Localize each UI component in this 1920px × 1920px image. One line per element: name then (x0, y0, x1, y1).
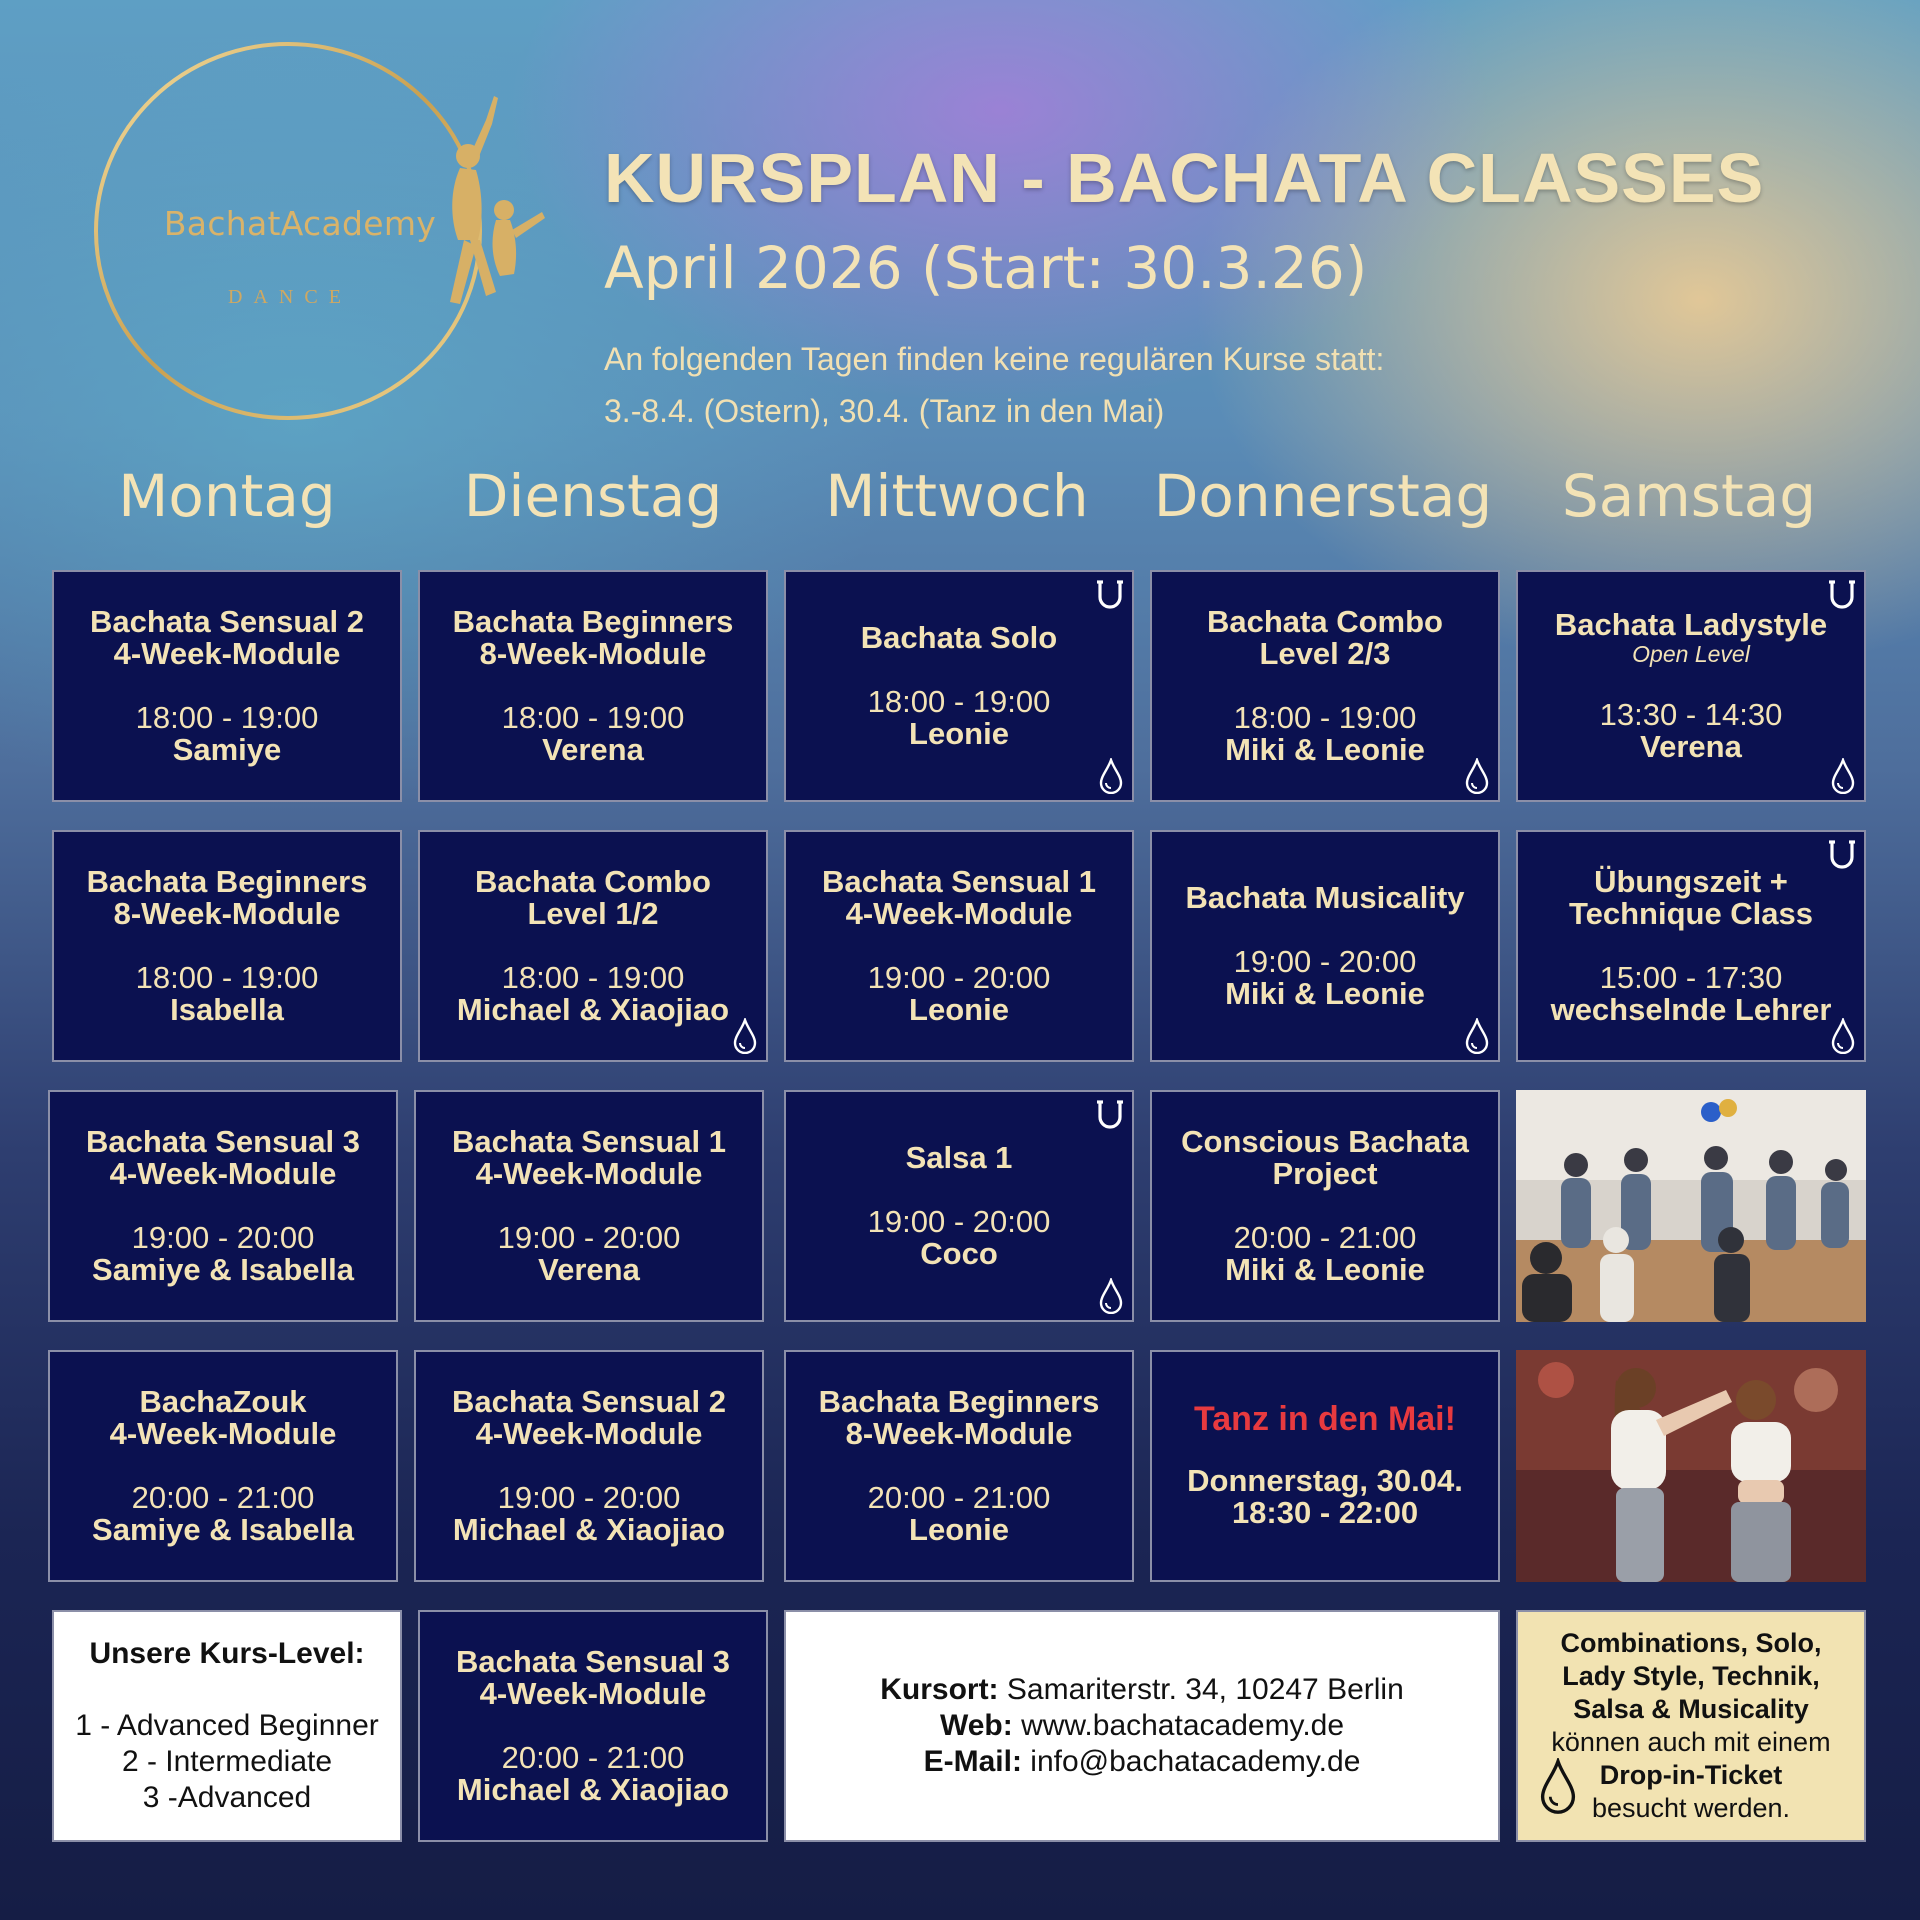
class-time: 20:00 - 21:00 (131, 1480, 315, 1515)
class-time: 19:00 - 20:00 (131, 1220, 315, 1255)
class-card (1516, 830, 1866, 1062)
class-title: Bachata Beginners (818, 1384, 1100, 1419)
class-title: Übungszeit + (1594, 864, 1788, 899)
class-module: Level 1/2 (527, 896, 659, 931)
holiday-note-line2: 3.-8.4. (Ostern), 30.4. (Tanz in den Mai) (604, 393, 1165, 429)
mail-label: E-Mail: (923, 1745, 1022, 1778)
class-title: Bachata Beginners (86, 864, 368, 899)
dropin-line: Salsa & Musicality (1573, 1694, 1809, 1724)
class-title: Bachata Beginners (452, 604, 734, 639)
event-title: Tanz in den Mai! (1194, 1400, 1456, 1438)
drop-icon (1538, 1758, 1578, 1814)
class-teacher: Samiye & Isabella (92, 1512, 354, 1547)
holiday-note-line1: An folgenden Tagen finden keine regulären Kurse statt: (604, 341, 1385, 377)
class-module: Technique Class (1568, 896, 1814, 931)
class-time: 18:00 - 19:00 (501, 700, 685, 735)
class-title: Bachata Ladystyle (1554, 607, 1828, 642)
class-teacher: Michael & Xiaojiao (456, 1772, 730, 1807)
class-title: Bachata Sensual 1 (822, 864, 1096, 899)
class-time: 18:00 - 19:00 (501, 960, 685, 995)
class-card (48, 1090, 398, 1322)
dropin-line: können auch mit einem (1551, 1727, 1831, 1757)
class-time: 19:00 - 20:00 (1233, 944, 1417, 979)
class-card (784, 830, 1134, 1062)
page-subtitle: April 2026 (Start: 30.3.26) (604, 234, 1368, 302)
class-card (1150, 1090, 1500, 1322)
event-card (1150, 1350, 1500, 1582)
class-card (784, 1350, 1134, 1582)
dance-class-photo (1516, 1090, 1866, 1322)
class-teacher: Samiye (172, 732, 282, 767)
class-teacher: Verena (542, 732, 644, 767)
place-value: Samariterstr. 34, 10247 Berlin (1006, 1673, 1404, 1706)
class-teacher: wechselnde Lehrer (1550, 992, 1832, 1027)
dropin-line: besucht werden. (1591, 1793, 1791, 1823)
day-header-wednesday: Mittwoch (825, 462, 1089, 530)
logo-sub: DANCE (228, 286, 352, 308)
day-header-thursday: Donnerstag (1153, 462, 1493, 530)
class-module: 4-Week-Module (479, 1676, 707, 1711)
class-level: Open Level (1632, 641, 1750, 667)
class-card (1150, 570, 1500, 802)
web-link[interactable]: www.bachatacademy.de (1021, 1709, 1345, 1742)
class-title: Bachata Combo (475, 864, 711, 899)
dropin-line: Combinations, Solo, (1560, 1628, 1822, 1658)
class-time: 20:00 - 21:00 (501, 1740, 685, 1775)
event-time: 18:30 - 22:00 (1231, 1495, 1419, 1530)
level-item: 3 -Advanced (142, 1781, 312, 1814)
u-magnet-icon (1096, 578, 1124, 612)
class-title: Bachata Sensual 2 (452, 1384, 726, 1419)
class-time: 18:00 - 19:00 (1233, 700, 1417, 735)
logo-name: BachatAcademy (163, 204, 437, 243)
contact-card (784, 1610, 1500, 1842)
class-title: Bachata Sensual 3 (86, 1124, 360, 1159)
class-time: 19:00 - 20:00 (867, 960, 1051, 995)
dancer-couple-icon (420, 90, 550, 310)
class-title: Bachata Solo (860, 620, 1058, 655)
class-time: 15:00 - 17:30 (1599, 960, 1783, 995)
drop-icon (1830, 1018, 1856, 1054)
class-teacher: Miki & Leonie (1225, 1252, 1425, 1287)
levels-heading: Unsere Kurs-Level: (89, 1637, 365, 1670)
class-teacher: Coco (920, 1236, 998, 1271)
class-time: 18:00 - 19:00 (867, 684, 1051, 719)
class-module: Project (1272, 1156, 1378, 1191)
day-header-saturday: Samstag (1561, 462, 1817, 530)
class-time: 19:00 - 20:00 (497, 1480, 681, 1515)
dance-couple-photo (1516, 1350, 1866, 1582)
class-teacher: Verena (1640, 729, 1742, 764)
class-card (418, 1610, 768, 1842)
level-item: 1 - Advanced Beginner (75, 1709, 379, 1742)
class-title: Salsa 1 (905, 1140, 1013, 1175)
class-module: 4-Week-Module (475, 1416, 703, 1451)
class-card (52, 570, 402, 802)
class-module: 4-Week-Module (113, 636, 341, 671)
class-teacher: Isabella (170, 992, 284, 1027)
u-magnet-icon (1828, 838, 1856, 872)
drop-icon (732, 1018, 758, 1054)
class-module: 4-Week-Module (109, 1416, 337, 1451)
drop-icon (1464, 1018, 1490, 1054)
drop-icon (1830, 758, 1856, 794)
class-title: BachaZouk (139, 1384, 307, 1419)
class-card (1516, 570, 1866, 802)
class-time: 19:00 - 20:00 (867, 1204, 1051, 1239)
class-teacher: Michael & Xiaojiao (452, 1512, 726, 1547)
class-time: 20:00 - 21:00 (867, 1480, 1051, 1515)
class-card (418, 570, 768, 802)
class-teacher: Michael & Xiaojiao (456, 992, 730, 1027)
class-card (414, 1350, 764, 1582)
drop-icon (1098, 1278, 1124, 1314)
class-title: Bachata Sensual 3 (456, 1644, 730, 1679)
class-time: 18:00 - 19:00 (135, 700, 319, 735)
class-title: Bachata Musicality (1185, 880, 1465, 915)
class-time: 19:00 - 20:00 (497, 1220, 681, 1255)
class-teacher: Leonie (909, 1512, 1009, 1547)
dropin-card (1516, 1610, 1866, 1842)
day-header-tuesday: Dienstag (463, 462, 723, 530)
class-time: 18:00 - 19:00 (135, 960, 319, 995)
class-module: 4-Week-Module (475, 1156, 703, 1191)
class-card (784, 1090, 1134, 1322)
level-item: 2 - Intermediate (121, 1745, 333, 1778)
class-card (48, 1350, 398, 1582)
class-teacher: Verena (538, 1252, 640, 1287)
class-module: 4-Week-Module (109, 1156, 337, 1191)
class-title: Bachata Combo (1207, 604, 1443, 639)
class-time: 13:30 - 14:30 (1599, 697, 1783, 732)
class-teacher: Leonie (909, 716, 1009, 751)
class-title: Bachata Sensual 1 (452, 1124, 726, 1159)
class-teacher: Miki & Leonie (1225, 732, 1425, 767)
class-time: 20:00 - 21:00 (1233, 1220, 1417, 1255)
u-magnet-icon (1828, 578, 1856, 612)
class-card (52, 830, 402, 1062)
class-card (418, 830, 768, 1062)
levels-card (52, 1610, 402, 1842)
dropin-line: Lady Style, Technik, (1562, 1661, 1820, 1691)
class-card (1150, 830, 1500, 1062)
holiday-note (604, 333, 1384, 437)
drop-icon (1098, 758, 1124, 794)
page-title: KURSPLAN - BACHATA CLASSES (604, 139, 1765, 217)
class-module: 8-Week-Module (479, 636, 707, 671)
mail-link[interactable]: info@bachatacademy.de (1030, 1745, 1361, 1778)
day-header-monday: Montag (118, 462, 336, 530)
class-teacher: Samiye & Isabella (92, 1252, 354, 1287)
dropin-ticket: Drop-in-Ticket (1599, 1760, 1783, 1790)
class-card (784, 570, 1134, 802)
web-label: Web: (939, 1709, 1013, 1742)
u-magnet-icon (1096, 1098, 1124, 1132)
event-date: Donnerstag, 30.04. (1187, 1463, 1463, 1498)
place-label: Kursort: (880, 1673, 999, 1706)
class-card (414, 1090, 764, 1322)
class-module: 8-Week-Module (845, 1416, 1073, 1451)
class-module: Level 2/3 (1259, 636, 1391, 671)
class-module: 8-Week-Module (113, 896, 341, 931)
class-module: 4-Week-Module (845, 896, 1073, 931)
class-title: Conscious Bachata (1181, 1124, 1469, 1159)
drop-icon (1464, 758, 1490, 794)
class-teacher: Miki & Leonie (1225, 976, 1425, 1011)
class-teacher: Leonie (909, 992, 1009, 1027)
class-title: Bachata Sensual 2 (90, 604, 364, 639)
